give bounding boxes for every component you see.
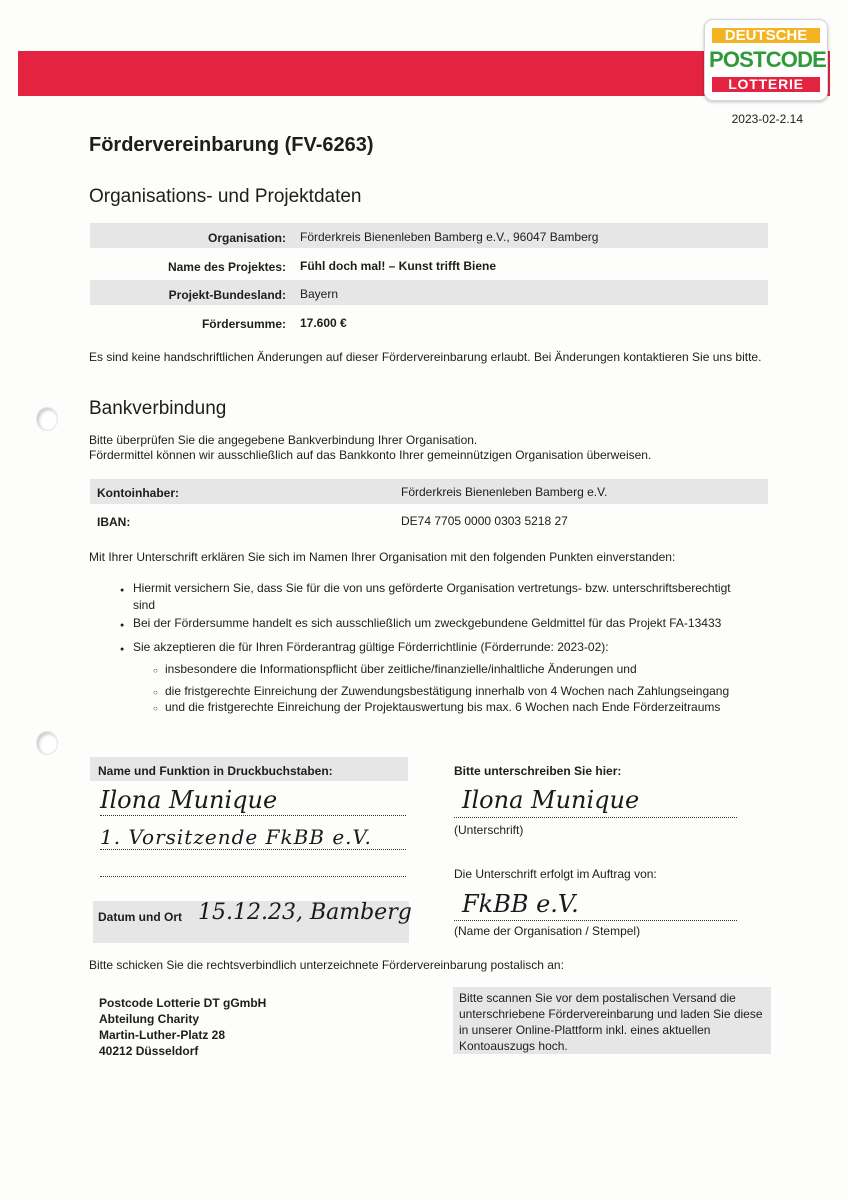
mailing-address xyxy=(99,995,266,1059)
organisation-dotted-line xyxy=(454,920,737,921)
signature-caption: (Unterschrift) xyxy=(454,823,524,837)
agreement-bullet-1: ● Hiermit versichern Sie, dass Sie für die von uns geförderte Organisation vertretungs- bzw. unterschriftsberechtigt sind xyxy=(133,580,753,614)
bank-intro-line-2: Fördermittel können wir ausschließlich auf das Bankkonto Ihrer gemeinnützigen Organisation überweisen. xyxy=(89,448,652,462)
punch-hole-bottom xyxy=(36,731,58,755)
function-dotted-line xyxy=(100,849,406,850)
address-line-2: Abteilung Charity xyxy=(99,1012,200,1026)
name-dotted-line xyxy=(100,815,406,816)
org-value-state: Bayern xyxy=(300,287,339,301)
handwriting-notice: Es sind keine handschriftlichen Änderungen auf dieser Fördervereinbarung erlaubt. Bei Änderungen kontaktieren Sie uns bitte. xyxy=(89,350,762,364)
org-value-organisation: Förderkreis Bienenleben Bamberg e.V., 96047 Bamberg xyxy=(300,230,599,244)
address-line-1: Postcode Lotterie DT gGmbH xyxy=(99,996,267,1010)
iban-value: DE74 7705 0000 0303 5218 27 xyxy=(401,514,568,528)
handwritten-signature: Ilona Munique xyxy=(462,786,640,814)
agreement-sub-bullet-2: ○ die fristgerechte Einreichung der Zuwendungsbestätigung innerhalb von 4 Wochen nach Zahlungseingang xyxy=(165,683,805,700)
org-label-project: Name des Projektes: xyxy=(167,260,286,274)
handwritten-name: Ilona Munique xyxy=(100,786,278,814)
organisation-caption: (Name der Organisation / Stempel) xyxy=(454,924,641,938)
date-place-label: Datum und Ort xyxy=(98,910,182,924)
org-label-state: Projekt-Bundesland: xyxy=(168,288,286,302)
handwritten-organisation: FkBB e.V. xyxy=(462,890,579,918)
signature-dotted-line xyxy=(454,817,737,818)
org-section-heading: Organisations- und Projektdaten xyxy=(89,186,362,207)
document-id: 2023-02-2.14 xyxy=(731,112,803,126)
extra-dotted-line xyxy=(100,876,406,877)
punch-hole-top xyxy=(36,407,58,431)
bank-section-heading: Bankverbindung xyxy=(89,398,227,419)
agreement-bullet-3: ● Sie akzeptieren die für Ihren Förderantrag gültige Förderrichtlinie (Förderrunde: 2023-02): xyxy=(133,639,783,656)
document-title: Fördervereinbarung (FV-6263) xyxy=(89,134,374,156)
address-line-3: Martin-Luther-Platz 28 xyxy=(99,1028,226,1042)
mailing-instruction: Bitte schicken Sie die rechtsverbindlich unterzeichnete Fördervereinbarung postalisch an: xyxy=(89,958,564,972)
org-label-amount: Fördersumme: xyxy=(201,317,286,331)
iban-label: IBAN: xyxy=(97,515,131,529)
on-behalf-label: Die Unterschrift erfolgt im Auftrag von: xyxy=(454,867,657,881)
agreement-sub-bullet-1: ○ insbesondere die Informationspflicht über zeitliche/finanzielle/inhaltliche Änderungen und xyxy=(165,661,785,678)
scan-upload-note: Bitte scannen Sie vor dem postalischen Versand die unterschriebene Fördervereinbarung und laden Sie diese in unserer Online-Plattform inkl. eines aktuellen Kontoauszugs hoch. xyxy=(453,987,771,1054)
agreement-intro: Mit Ihrer Unterschrift erklären Sie sich im Namen Ihrer Organisation mit den folgenden Punkten einverstanden: xyxy=(89,550,676,564)
sign-here-label: Bitte unterschreiben Sie hier: xyxy=(454,764,622,778)
handwritten-function: 1. Vorsitzende FkBB e.V. xyxy=(100,825,372,849)
agreement-bullet-2: ● Bei der Fördersumme handelt es sich ausschließlich um zweckgebundene Geldmittel für das Projekt FA-13433 xyxy=(133,615,783,632)
agreement-sub-bullet-3: ○ und die fristgerechte Einreichung der Projektauswertung bis max. 6 Wochen nach Ende Förderzeitraums xyxy=(165,699,805,716)
bank-intro-line-1: Bitte überprüfen Sie die angegebene Bankverbindung Ihrer Organisation. xyxy=(89,433,478,447)
logo-line-1: DEUTSCHE xyxy=(712,28,820,43)
logo-line-2: POSTCODE xyxy=(709,47,827,72)
account-holder-value: Förderkreis Bienenleben Bamberg e.V. xyxy=(401,485,608,499)
logo-line-3: LOTTERIE xyxy=(712,77,820,92)
org-value-amount: 17.600 € xyxy=(300,316,347,330)
account-holder-label: Kontoinhaber: xyxy=(97,486,179,500)
org-value-project: Fühl doch mal! – Kunst trifft Biene xyxy=(300,259,497,273)
address-line-4: 40212 Düsseldorf xyxy=(99,1044,199,1058)
name-function-label: Name und Funktion in Druckbuchstaben: xyxy=(98,764,333,778)
postcode-lotterie-logo xyxy=(704,19,828,101)
org-label-organisation: Organisation: xyxy=(207,231,286,245)
handwritten-date-place: 15.12.23, Bamberg xyxy=(198,900,412,925)
